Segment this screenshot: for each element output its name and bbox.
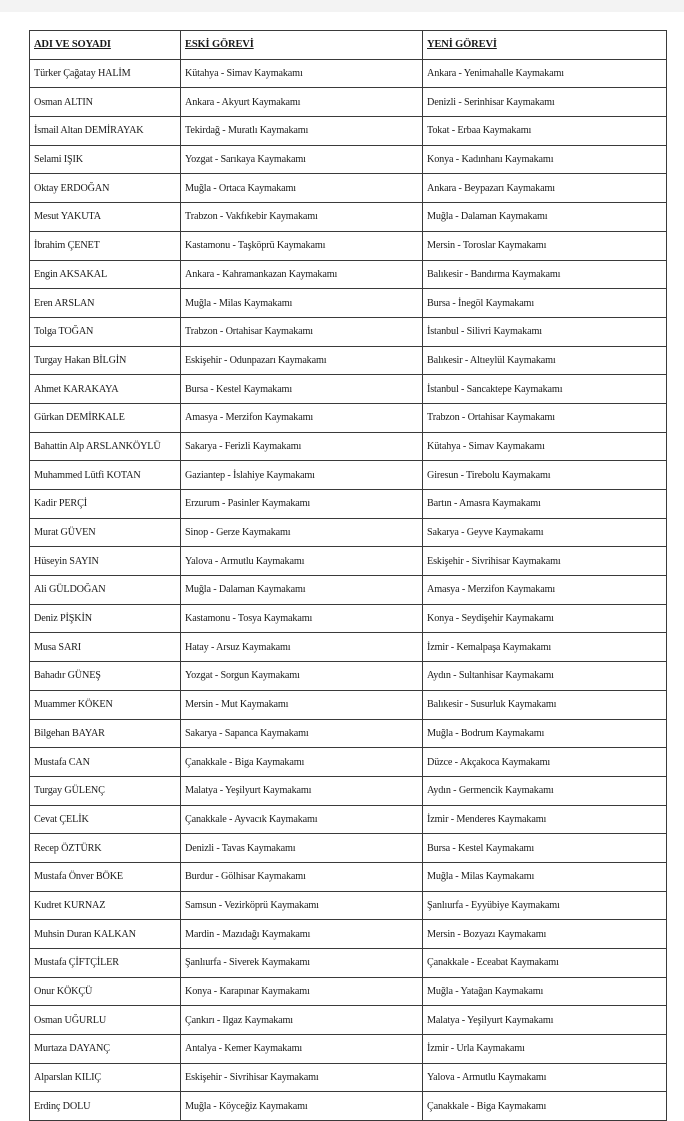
cell-name: Selami IŞIK bbox=[30, 145, 181, 174]
cell-new-post: Giresun - Tirebolu Kaymakamı bbox=[423, 461, 667, 490]
cell-new-post: Çanakkale - Eceabat Kaymakamı bbox=[423, 949, 667, 978]
cell-name: Mesut YAKUTA bbox=[30, 203, 181, 232]
table-row bbox=[30, 977, 667, 1006]
cell-name: Engin AKSAKAL bbox=[30, 260, 181, 289]
cell-new-post: Aydın - Sultanhisar Kaymakamı bbox=[423, 662, 667, 691]
cell-name: Turgay GÜLENÇ bbox=[30, 776, 181, 805]
table-row bbox=[30, 174, 667, 203]
cell-old-post: Mardin - Mazıdağı Kaymakamı bbox=[181, 920, 423, 949]
table-row bbox=[30, 317, 667, 346]
table-body bbox=[30, 59, 667, 1120]
cell-new-post: Yalova - Armutlu Kaymakamı bbox=[423, 1063, 667, 1092]
table-row bbox=[30, 576, 667, 605]
table-row bbox=[30, 862, 667, 891]
table-row bbox=[30, 490, 667, 519]
cell-name: Murtaza DAYANÇ bbox=[30, 1035, 181, 1064]
table-row bbox=[30, 375, 667, 404]
cell-name: Onur KÖKÇÜ bbox=[30, 977, 181, 1006]
cell-old-post: Amasya - Merzifon Kaymakamı bbox=[181, 403, 423, 432]
cell-name: Bahadır GÜNEŞ bbox=[30, 662, 181, 691]
cell-name: Muhammed Lütfi KOTAN bbox=[30, 461, 181, 490]
cell-old-post: Şanlıurfa - Siverek Kaymakamı bbox=[181, 949, 423, 978]
cell-new-post: Sakarya - Geyve Kaymakamı bbox=[423, 518, 667, 547]
cell-new-post: Bursa - Kestel Kaymakamı bbox=[423, 834, 667, 863]
header-name: ADI VE SOYADI bbox=[30, 31, 181, 60]
cell-name: İbrahim ÇENET bbox=[30, 231, 181, 260]
top-margin-strip bbox=[0, 0, 684, 12]
table-row bbox=[30, 117, 667, 146]
cell-name: Mustafa ÇİFTÇİLER bbox=[30, 949, 181, 978]
table-row bbox=[30, 231, 667, 260]
cell-name: Osman UĞURLU bbox=[30, 1006, 181, 1035]
table-row bbox=[30, 1006, 667, 1035]
cell-name: Mustafa CAN bbox=[30, 748, 181, 777]
cell-old-post: Kütahya - Simav Kaymakamı bbox=[181, 59, 423, 88]
cell-old-post: Gaziantep - İslahiye Kaymakamı bbox=[181, 461, 423, 490]
cell-new-post: Denizli - Serinhisar Kaymakamı bbox=[423, 88, 667, 117]
cell-new-post: İzmir - Urla Kaymakamı bbox=[423, 1035, 667, 1064]
cell-new-post: İzmir - Kemalpaşa Kaymakamı bbox=[423, 633, 667, 662]
table-row bbox=[30, 260, 667, 289]
cell-new-post: Muğla - Dalaman Kaymakamı bbox=[423, 203, 667, 232]
cell-old-post: Muğla - Dalaman Kaymakamı bbox=[181, 576, 423, 605]
appointments-table bbox=[29, 30, 667, 1121]
cell-old-post: Ankara - Akyurt Kaymakamı bbox=[181, 88, 423, 117]
table-row bbox=[30, 403, 667, 432]
cell-old-post: Konya - Karapınar Kaymakamı bbox=[181, 977, 423, 1006]
cell-name: Mustafa Önver BÖKE bbox=[30, 862, 181, 891]
cell-new-post: Düzce - Akçakoca Kaymakamı bbox=[423, 748, 667, 777]
cell-old-post: Trabzon - Ortahisar Kaymakamı bbox=[181, 317, 423, 346]
table-row bbox=[30, 719, 667, 748]
cell-old-post: Trabzon - Vakfıkebir Kaymakamı bbox=[181, 203, 423, 232]
table-row bbox=[30, 891, 667, 920]
cell-new-post: Trabzon - Ortahisar Kaymakamı bbox=[423, 403, 667, 432]
cell-new-post: Kütahya - Simav Kaymakamı bbox=[423, 432, 667, 461]
table-row bbox=[30, 1035, 667, 1064]
cell-new-post: Muğla - Yatağan Kaymakamı bbox=[423, 977, 667, 1006]
cell-new-post: İzmir - Menderes Kaymakamı bbox=[423, 805, 667, 834]
cell-new-post: Tokat - Erbaa Kaymakamı bbox=[423, 117, 667, 146]
cell-new-post: Mersin - Bozyazı Kaymakamı bbox=[423, 920, 667, 949]
cell-name: Kadir PERÇİ bbox=[30, 490, 181, 519]
cell-old-post: Sakarya - Sapanca Kaymakamı bbox=[181, 719, 423, 748]
cell-old-post: Antalya - Kemer Kaymakamı bbox=[181, 1035, 423, 1064]
table-row bbox=[30, 1092, 667, 1121]
cell-old-post: Hatay - Arsuz Kaymakamı bbox=[181, 633, 423, 662]
cell-name: Musa SARI bbox=[30, 633, 181, 662]
cell-new-post: Konya - Seydişehir Kaymakamı bbox=[423, 604, 667, 633]
table-row bbox=[30, 346, 667, 375]
cell-name: Ali GÜLDOĞAN bbox=[30, 576, 181, 605]
table-row bbox=[30, 1063, 667, 1092]
cell-old-post: Burdur - Gölhisar Kaymakamı bbox=[181, 862, 423, 891]
cell-old-post: Tekirdağ - Muratlı Kaymakamı bbox=[181, 117, 423, 146]
table-row bbox=[30, 604, 667, 633]
cell-old-post: Sakarya - Ferizli Kaymakamı bbox=[181, 432, 423, 461]
cell-old-post: Çankırı - Ilgaz Kaymakamı bbox=[181, 1006, 423, 1035]
cell-name: Alparslan KILIÇ bbox=[30, 1063, 181, 1092]
header-new-post: YENİ GÖREVİ bbox=[423, 31, 667, 60]
table-row bbox=[30, 59, 667, 88]
cell-name: Murat GÜVEN bbox=[30, 518, 181, 547]
cell-name: Eren ARSLAN bbox=[30, 289, 181, 318]
table-row bbox=[30, 461, 667, 490]
cell-new-post: Şanlıurfa - Eyyübiye Kaymakamı bbox=[423, 891, 667, 920]
cell-old-post: Samsun - Vezirköprü Kaymakamı bbox=[181, 891, 423, 920]
cell-old-post: Ankara - Kahramankazan Kaymakamı bbox=[181, 260, 423, 289]
table-row bbox=[30, 949, 667, 978]
table-row bbox=[30, 289, 667, 318]
table-row bbox=[30, 834, 667, 863]
table-row bbox=[30, 776, 667, 805]
cell-name: Erdinç DOLU bbox=[30, 1092, 181, 1121]
cell-new-post: İstanbul - Silivri Kaymakamı bbox=[423, 317, 667, 346]
header-old-post: ESKİ GÖREVİ bbox=[181, 31, 423, 60]
cell-old-post: Mersin - Mut Kaymakamı bbox=[181, 690, 423, 719]
table-row bbox=[30, 805, 667, 834]
table-row bbox=[30, 432, 667, 461]
cell-new-post: Ankara - Beypazarı Kaymakamı bbox=[423, 174, 667, 203]
cell-name: Ahmet KARAKAYA bbox=[30, 375, 181, 404]
table-row bbox=[30, 690, 667, 719]
cell-new-post: Bartın - Amasra Kaymakamı bbox=[423, 490, 667, 519]
cell-name: Muammer KÖKEN bbox=[30, 690, 181, 719]
cell-new-post: Balıkesir - Altıeylül Kaymakamı bbox=[423, 346, 667, 375]
cell-name: Kudret KURNAZ bbox=[30, 891, 181, 920]
cell-old-post: Çanakkale - Biga Kaymakamı bbox=[181, 748, 423, 777]
cell-name: Recep ÖZTÜRK bbox=[30, 834, 181, 863]
cell-name: Gürkan DEMİRKALE bbox=[30, 403, 181, 432]
table-row bbox=[30, 662, 667, 691]
cell-old-post: Denizli - Tavas Kaymakamı bbox=[181, 834, 423, 863]
cell-old-post: Erzurum - Pasinler Kaymakamı bbox=[181, 490, 423, 519]
cell-new-post: Balıkesir - Susurluk Kaymakamı bbox=[423, 690, 667, 719]
cell-old-post: Muğla - Milas Kaymakamı bbox=[181, 289, 423, 318]
cell-new-post: Ankara - Yenimahalle Kaymakamı bbox=[423, 59, 667, 88]
cell-old-post: Çanakkale - Ayvacık Kaymakamı bbox=[181, 805, 423, 834]
table-row bbox=[30, 203, 667, 232]
cell-new-post: Eskişehir - Sivrihisar Kaymakamı bbox=[423, 547, 667, 576]
cell-old-post: Eskişehir - Sivrihisar Kaymakamı bbox=[181, 1063, 423, 1092]
cell-old-post: Kastamonu - Taşköprü Kaymakamı bbox=[181, 231, 423, 260]
cell-name: Turgay Hakan BİLGİN bbox=[30, 346, 181, 375]
cell-name: Bahattin Alp ARSLANKÖYLÜ bbox=[30, 432, 181, 461]
cell-old-post: Yozgat - Sorgun Kaymakamı bbox=[181, 662, 423, 691]
cell-name: İsmail Altan DEMİRAYAK bbox=[30, 117, 181, 146]
cell-old-post: Muğla - Ortaca Kaymakamı bbox=[181, 174, 423, 203]
cell-new-post: Balıkesir - Bandırma Kaymakamı bbox=[423, 260, 667, 289]
cell-name: Bilgehan BAYAR bbox=[30, 719, 181, 748]
cell-new-post: Bursa - İnegöl Kaymakamı bbox=[423, 289, 667, 318]
table-row bbox=[30, 518, 667, 547]
cell-new-post: İstanbul - Sancaktepe Kaymakamı bbox=[423, 375, 667, 404]
cell-new-post: Mersin - Toroslar Kaymakamı bbox=[423, 231, 667, 260]
cell-new-post: Çanakkale - Biga Kaymakamı bbox=[423, 1092, 667, 1121]
table-row bbox=[30, 145, 667, 174]
cell-name: Hüseyin SAYIN bbox=[30, 547, 181, 576]
cell-old-post: Kastamonu - Tosya Kaymakamı bbox=[181, 604, 423, 633]
cell-name: Muhsin Duran KALKAN bbox=[30, 920, 181, 949]
cell-old-post: Sinop - Gerze Kaymakamı bbox=[181, 518, 423, 547]
cell-name: Osman ALTIN bbox=[30, 88, 181, 117]
table-row bbox=[30, 748, 667, 777]
cell-name: Deniz PİŞKİN bbox=[30, 604, 181, 633]
cell-old-post: Muğla - Köyceğiz Kaymakamı bbox=[181, 1092, 423, 1121]
cell-old-post: Yozgat - Sarıkaya Kaymakamı bbox=[181, 145, 423, 174]
cell-old-post: Eskişehir - Odunpazarı Kaymakamı bbox=[181, 346, 423, 375]
cell-old-post: Malatya - Yeşilyurt Kaymakamı bbox=[181, 776, 423, 805]
cell-old-post: Yalova - Armutlu Kaymakamı bbox=[181, 547, 423, 576]
cell-new-post: Muğla - Bodrum Kaymakamı bbox=[423, 719, 667, 748]
cell-new-post: Muğla - Milas Kaymakamı bbox=[423, 862, 667, 891]
table-header-row bbox=[30, 31, 667, 60]
table-row bbox=[30, 920, 667, 949]
cell-name: Cevat ÇELİK bbox=[30, 805, 181, 834]
table-row bbox=[30, 88, 667, 117]
cell-old-post: Bursa - Kestel Kaymakamı bbox=[181, 375, 423, 404]
cell-new-post: Aydın - Germencik Kaymakamı bbox=[423, 776, 667, 805]
cell-name: Oktay ERDOĞAN bbox=[30, 174, 181, 203]
table-row bbox=[30, 547, 667, 576]
cell-name: Tolga TOĞAN bbox=[30, 317, 181, 346]
cell-name: Türker Çağatay HALİM bbox=[30, 59, 181, 88]
table-row bbox=[30, 633, 667, 662]
cell-new-post: Konya - Kadınhanı Kaymakamı bbox=[423, 145, 667, 174]
cell-new-post: Amasya - Merzifon Kaymakamı bbox=[423, 576, 667, 605]
cell-new-post: Malatya - Yeşilyurt Kaymakamı bbox=[423, 1006, 667, 1035]
